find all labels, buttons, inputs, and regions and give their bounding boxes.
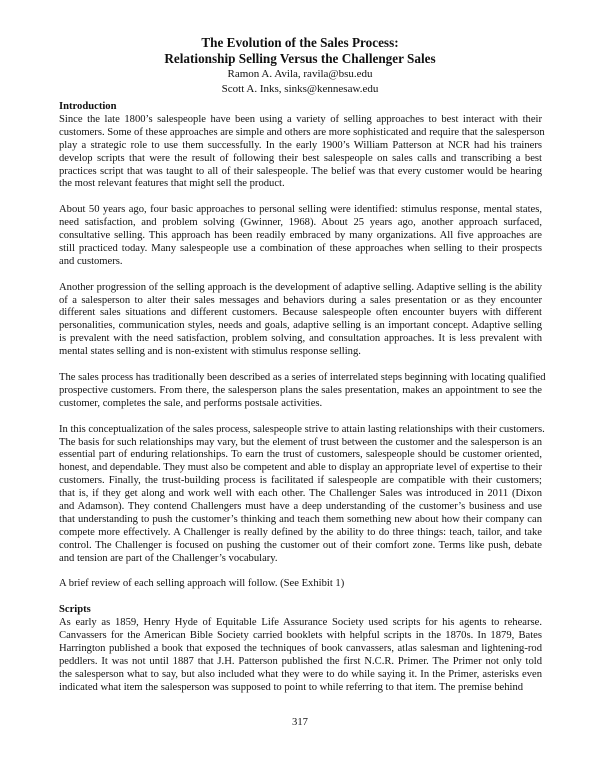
text-line: indicated what item the salesperson was supposed to point to while referring to that item. The premise behind <box>59 681 524 693</box>
text-line: compete more effectively. A Challenger is really defined by the ability to do three things: teach, tailor, and take <box>59 526 542 538</box>
paragraph <box>59 578 542 591</box>
text-line: consultative selling. This approach has been readily embraced by many organizations. All five approaches are <box>59 230 542 242</box>
text-line: the most relevant features that might sell the product. <box>59 178 285 190</box>
text-line: still practiced today. Many salespeople use a combination of these approaches when selling to their prospects <box>59 242 542 254</box>
text-line: mental states selling and is non-existent with stimulus response selling. <box>59 346 361 358</box>
text-line: prospective customers. From there, the salesperson plans the sales presentation, makes an appointment to see the <box>59 384 542 396</box>
document-title <box>0 35 600 67</box>
text-line: A brief review of each selling approach will follow. (See Exhibit 1) <box>59 578 345 590</box>
text-line: customers. Some of these approaches are simple and others are more sophisticated and require that the salesperson <box>59 126 545 138</box>
text-line: customer, completes the sale, and performs postsale activities. <box>59 397 323 409</box>
text-line: personalities, communication styles, needs and goals, adaptive selling is an important concept. Adaptive selling <box>59 320 542 332</box>
text-line: that is, if they get along and work well with each other. The Challenger Sales was introduced in 2011 (Dixon <box>59 488 542 500</box>
paragraph <box>59 282 542 359</box>
text-line: different sales situations and different customers. Because salespeople often encounter buyers with different <box>59 307 542 319</box>
text-line: The basis for such relationships may vary, but the element of trust between the customer and the salesperson is an <box>59 436 542 448</box>
title-line-1: The Evolution of the Sales Process: <box>201 35 399 50</box>
text-line: the salesperson what to say, but also included what they were to do while saying it. In the Primer, asterisks even <box>59 668 542 680</box>
text-line: essential part of enduring relationships. To earn the trust of customers, salespeople should be customer oriented, <box>59 449 542 461</box>
section-heading: Scripts <box>59 604 91 616</box>
text-line: develop scripts that were the result of following their best salespeople on sales calls and transcribing a best <box>59 152 542 164</box>
text-line: and Adamson). They contend Challengers must have a deep understanding of the customer’s business and use <box>59 501 542 513</box>
author-list <box>0 67 600 97</box>
section-heading: Introduction <box>59 101 117 112</box>
text-line: and tension are part of the Challenger’s vocabulary. <box>59 552 278 564</box>
title-line-2: Relationship Selling Versus the Challenger Sales <box>164 51 436 66</box>
text-line: About 50 years ago, four basic approaches to personal selling were identified: stimulus response, mental states, <box>59 204 542 216</box>
text-line: Canvassers for the American Bible Society carried booklets with helpful scripts in the 1870s. In 1879, Bates <box>59 630 542 642</box>
text-line: honest, and dependable. They must also be competent and able to display an appropriate level of expertise to their <box>59 462 542 474</box>
page-number: 317 <box>292 717 308 728</box>
text-line: play a strategic role to use them successfully. In the early 1900’s William Patterson at NCR had his trainers <box>59 139 542 151</box>
paragraph <box>59 617 542 694</box>
text-line: customers. Finally, the trust-building process is facilitated if salespeople are compatible with their customers; <box>59 475 542 487</box>
paragraph <box>59 204 542 269</box>
text-line: and customers. <box>59 255 123 267</box>
text-line: is prevalent with the need satisfaction, problem solving, and consultation approaches. It is less prevalent with <box>59 333 542 345</box>
text-line: practices script that was taught to all of their salespeople. The belief was that every customer would be hearing <box>59 165 542 177</box>
document-body <box>59 101 546 707</box>
text-line: Another progression of the selling approach is the development of adaptive selling. Adaptive selling is the ability <box>59 281 542 293</box>
text-line: As early as 1859, Henry Hyde of Equitable Life Assurance Society used scripts for his agents to rehearse. <box>59 617 542 629</box>
text-line: Since the late 1800’s salespeople have been using a variety of selling approaches to best interact with their <box>59 113 542 125</box>
paragraph <box>59 423 545 566</box>
text-line: In this conceptualization of the sales process, salespeople strive to attain lasting relationships with their customers. <box>59 423 545 435</box>
text-line: that understanding to push the customer’s thinking and teach them something new about how their company can <box>59 513 542 525</box>
author-1: Ramon A. Avila, ravila@bsu.edu <box>227 68 373 80</box>
paragraph <box>59 371 546 411</box>
text-line: of a salesperson to alter their sales messages and behaviors during a sales presentation or as they encounter <box>59 294 542 306</box>
text-line: need satisfaction, and problem solving (Gwinner, 1968). About 25 years ago, another approach surfaced, <box>59 217 542 229</box>
text-line: Harrington published a book that exposed the techniques of book canvassers, atlas salesman and lightening-rod <box>59 642 542 654</box>
text-line: control. The Challenger is focused on pushing the customer out of their comfort zone. Terms like push, debate <box>59 539 542 551</box>
text-line: peddlers. It was not until 1887 that J.H. Patterson published the first N.C.R. Primer. The Primer not only told <box>59 655 542 667</box>
text-line: The sales process has traditionally been described as a series of interrelated steps beginning with locating qualified <box>59 371 546 383</box>
author-2: Scott A. Inks, sinks@kennesaw.edu <box>221 83 379 95</box>
paragraph <box>59 113 545 191</box>
